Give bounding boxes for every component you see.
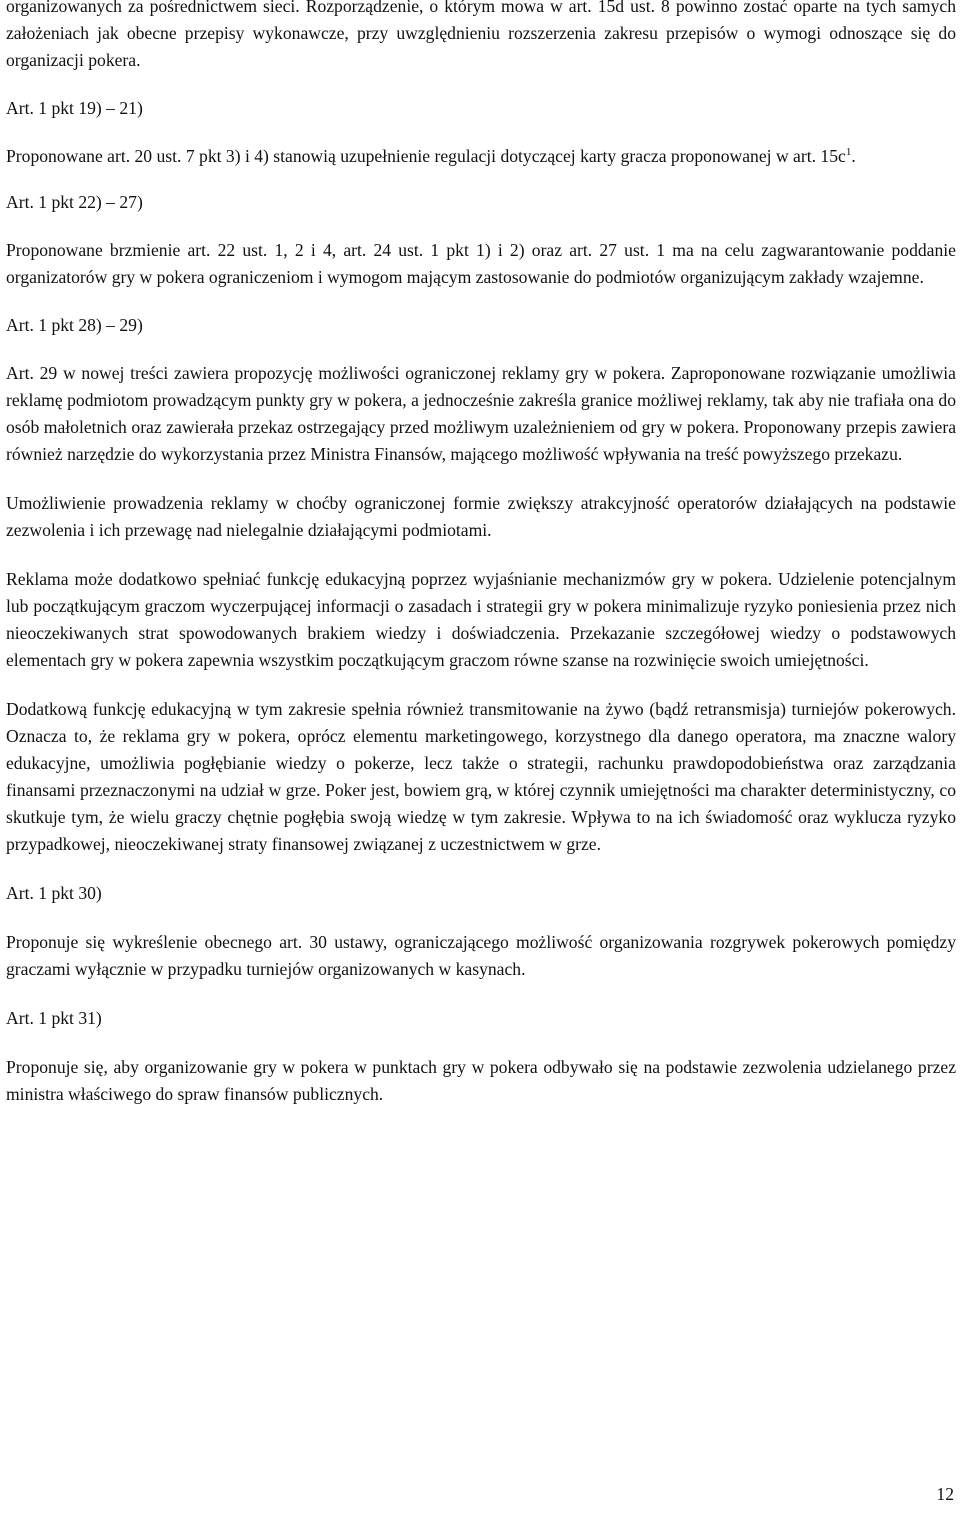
heading-art-1-pkt-22-27: Art. 1 pkt 22) – 27) bbox=[6, 192, 143, 212]
paragraph-end: . bbox=[851, 146, 856, 166]
paragraph-art-1-pkt-31: Proponuje się, aby organizowanie gry w pokera w punktach gry w pokera odbywało się na podstawie zezwolenia udzielanego przez ministra właściwego do spraw finansów publicznych. bbox=[6, 1057, 956, 1104]
heading-art-1-pkt-28-29: Art. 1 pkt 28) – 29) bbox=[6, 315, 143, 335]
paragraph-art-29-reklama: Art. 29 w nowej treści zawiera propozycję możliwości ograniczonej reklamy gry w pokera. Zaproponowane rozwiązanie umożliwia reklamę podmiotom prowadzącym punkty gry w pokera, a jednocześnie zakreśla granice możliwej reklamy, tak aby nie trafiała ona do osób małoletnich oraz zawierała przekaz ostrzegający przed możliwym uzależnieniem od gry w pokera. Proponowany przepis zawiera również narzędzie do wykorzystania przez Ministra Finansów, mającego możliwość wpływania na treść powyższego przekazu. bbox=[6, 363, 956, 464]
paragraph-atrakcyjnosc: Umożliwienie prowadzenia reklamy w choćby ograniczonej formie zwiększy atrakcyjność operatorów działających na podstawie zezwolenia i ich przewagę nad nielegalnie działającymi podmiotami. bbox=[6, 493, 956, 540]
superscript: 1 bbox=[845, 146, 852, 159]
paragraph-intro: organizowanych za pośrednictwem sieci. Rozporządzenie, o którym mowa w art. 15d ust. 8 powinno zostać oparte na tych samych założeniach jak obecne przepisy wykonawcze, przy uwzględnieniu rozszerzenia zakresu przepisów o wymogi odnoszące się do organizacji pokera. bbox=[6, 0, 956, 70]
paragraph-art-1-pkt-22-27: Proponowane brzmienie art. 22 ust. 1, 2 i 4, art. 24 ust. 1 pkt 1) i 2) oraz art. 27 ust. 1 ma na celu zagwarantowanie poddanie organizatorów gry w pokera ograniczeniom i wymogom mającym zastosowanie do podmiotów organizującym zakłady wzajemne. bbox=[6, 240, 956, 287]
document-page bbox=[6, 0, 956, 1108]
paragraph-funkcja-edukacyjna: Reklama może dodatkowo spełniać funkcję edukacyjną poprzez wyjaśnianie mechanizmów gry w pokera. Udzielenie potencjalnym lub początkującym graczom wyczerpującej informacji o zasadach i strategii gry w pokera minimalizuje ryzyko poniesienia przez nich nieoczekiwanych strat spowodowanych brakiem wiedzy i doświadczenia. Przekazanie szczegółowej wiedzy o podstawowych elementach gry w pokera zapewnia wszystkim początkującym graczom równe szanse na rozwinięcie swoich umiejętności. bbox=[6, 569, 956, 670]
page-number: 12 bbox=[936, 1484, 954, 1504]
paragraph-transmitowanie: Dodatkową funkcję edukacyjną w tym zakresie spełnia również transmitowanie na żywo (bądź retransmisja) turniejów pokerowych. Oznacza to, że reklama gry w pokera, oprócz elementu marketingowego, korzystnego dla danego operatora, ma znaczne walory edukacyjne, umożliwia pogłębianie wiedzy o pokerze, lecz także o strategii, rachunku prawdopodobieństwa oraz zarządzania finansami przeznaczonymi na udział w grze. Poker jest, bowiem grą, w której czynnik umiejętności ma charakter deterministyczny, co skutkuje tym, że wielu graczy chętnie pogłębia swoją wiedzę w tym zakresie. Wpływa to na ich świadomość oraz wyklucza ryzyko przypadkowej, nieoczekiwanej straty finansowej związanej z uczestnictwem w grze. bbox=[6, 699, 956, 854]
heading-art-1-pkt-31: Art. 1 pkt 31) bbox=[6, 1008, 102, 1028]
paragraph-art-1-pkt-30: Proponuje się wykreślenie obecnego art. 30 ustawy, ograniczającego możliwość organizowania rozgrywek pokerowych pomiędzy graczami wyłącznie w przypadku turniejów organizowanych w kasynach. bbox=[6, 932, 956, 979]
paragraph-text: Proponowane art. 20 ust. 7 pkt 3) i 4) stanowią uzupełnienie regulacji dotyczącej karty gracza proponowanej w art. 15c bbox=[6, 146, 846, 166]
paragraph-art-1-pkt-19-21 bbox=[6, 143, 956, 170]
heading-art-1-pkt-19-21: Art. 1 pkt 19) – 21) bbox=[6, 98, 143, 118]
heading-art-1-pkt-30: Art. 1 pkt 30) bbox=[6, 883, 102, 903]
